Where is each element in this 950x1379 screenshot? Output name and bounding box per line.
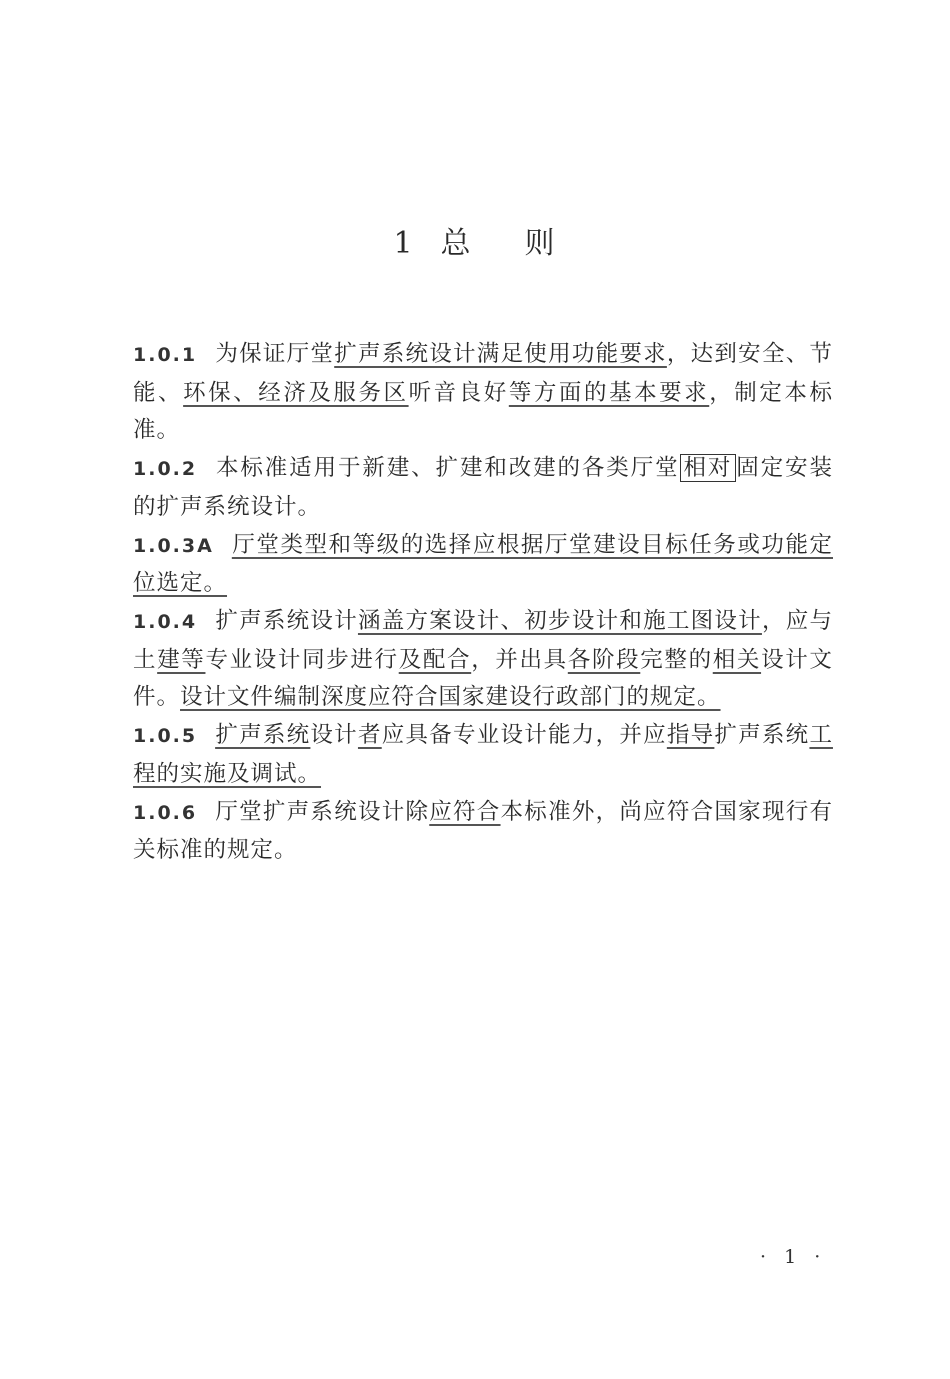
- clause-text: 为保证厅堂: [215, 341, 335, 367]
- clause-text: 设计: [310, 722, 358, 748]
- underlined-revision: 厅堂类型和等级的选择应根据厅堂建设目标任务或功能定位选定。: [133, 531, 833, 596]
- underlined-revision: 扩声系统设计满足使用功能要求: [334, 341, 667, 367]
- underlined-revision: 相关: [712, 646, 762, 673]
- underlined-revision: 及配合: [398, 646, 472, 673]
- underlined-revision: 指导: [666, 722, 715, 748]
- clause-paragraph: [133, 717, 833, 793]
- clause-paragraph: [133, 794, 833, 870]
- clause-number: 1.0.4: [133, 611, 198, 633]
- clause-text: 本标准适用于新建、扩建和改建的各类厅堂: [215, 455, 680, 481]
- clause-number: 1.0.3A: [133, 534, 214, 557]
- clause-number: 1.0.5: [133, 725, 198, 747]
- boxed-term: 相对: [680, 454, 737, 482]
- clause-number: 1.0.1: [133, 344, 198, 366]
- chapter-number: 1: [393, 226, 415, 261]
- clause-number: 1.0.6: [133, 801, 198, 824]
- page-number: · 1 ·: [760, 1246, 827, 1268]
- underlined-revision: 应符合: [429, 798, 501, 825]
- clause-paragraph: [133, 450, 833, 526]
- underlined-revision: 设计文件编制深度应符合国家建设行政部门的规定。: [180, 684, 721, 710]
- clause-paragraph: [133, 336, 833, 450]
- underlined-revision: 涵盖方案设计、初步设计和施工图设计: [357, 608, 762, 634]
- clause-text: ，并出具: [471, 646, 568, 673]
- underlined-revision: 者: [357, 722, 382, 748]
- clause-paragraph: [133, 527, 833, 603]
- clause-text: 完整的: [640, 646, 713, 673]
- chapter-title-word-2: 则: [524, 226, 557, 261]
- underlined-revision: 建等: [157, 646, 206, 673]
- underlined-revision: 各阶段: [567, 646, 641, 673]
- clause-text: 扩声系统设计: [215, 608, 358, 634]
- chapter-title-word-1: 总: [440, 226, 473, 261]
- underlined-revision: 等方面的基本要求: [508, 379, 710, 406]
- clause-text: 专业设计同步进行: [205, 646, 399, 673]
- clause-list: [133, 336, 833, 870]
- clause-number: 1.0.2: [133, 458, 198, 480]
- clause-text: 本标准外，尚应符合国家现行有关标准的规定。: [133, 798, 833, 863]
- clause-text: 设计文件。: [133, 646, 833, 710]
- underlined-revision: 扩声系统: [215, 722, 311, 748]
- underlined-revision: 环保、经济及服务区: [183, 379, 409, 406]
- chapter-title: [0, 218, 950, 262]
- clause-text: 应具备专业设计能力，并应: [381, 722, 667, 748]
- clause-paragraph: [133, 603, 833, 717]
- underlined-revision: 工程的实施及调试。: [133, 722, 833, 787]
- clause-text: ，达到安全、节能、: [133, 341, 833, 406]
- clause-text: 厅堂扩声系统设计除: [215, 798, 430, 825]
- clause-text: ，应与土: [133, 608, 833, 673]
- clause-text: ，制定本标准。: [133, 379, 833, 443]
- clause-text: 听音良好: [408, 379, 509, 406]
- clause-text: 固定安装的扩声系统设计。: [133, 455, 833, 520]
- clause-text: 扩声系统: [714, 722, 810, 748]
